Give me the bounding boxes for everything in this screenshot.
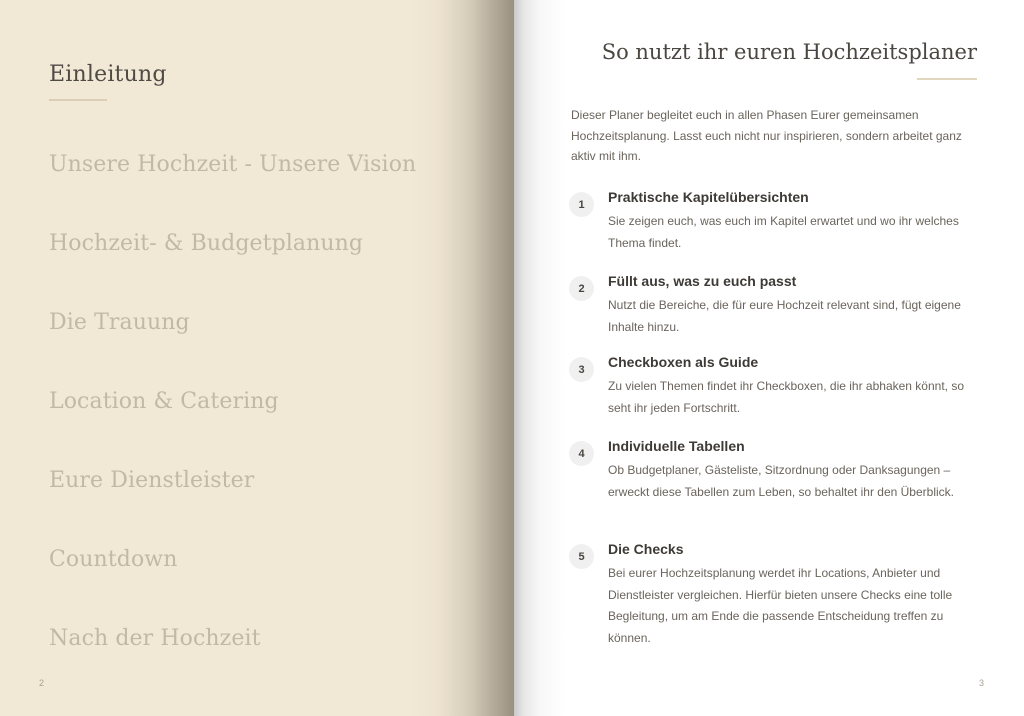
step-title: Die Checks: [608, 541, 684, 557]
page-number-right: 3: [979, 678, 985, 688]
step-title: Praktische Kapitelübersichten: [608, 189, 809, 205]
step-body: Zu vielen Themen findet ihr Checkboxen, die ihr abhaken könnt, so seht ihr jeden Fortschritt.: [608, 379, 964, 415]
page-fold-shadow: [434, 0, 514, 716]
toc-active-underline: [49, 99, 107, 101]
step-number-badge: 5: [569, 544, 594, 569]
step-body: Ob Budgetplaner, Gästeliste, Sitzordnung oder Danksagungen – erweckt diese Tabellen zum Leben, so behaltet ihr den Überblick.: [608, 463, 954, 499]
step-title: Checkboxen als Guide: [608, 354, 759, 370]
toc-item-budgetplanung[interactable]: Hochzeit- & Budgetplanung: [49, 231, 364, 256]
step-title: Füllt aus, was zu euch passt: [608, 273, 797, 289]
page-title: So nutzt ihr euren Hochzeitsplaner: [601, 40, 977, 64]
title-underline: [917, 78, 977, 80]
step-number-badge: 1: [569, 192, 594, 217]
step-number-badge: 2: [569, 276, 594, 301]
step-number-badge: 4: [569, 441, 594, 466]
toc-item-trauung[interactable]: Die Trauung: [49, 310, 190, 335]
step-number-badge: 3: [569, 357, 594, 382]
step-body: Bei eurer Hochzeitsplanung werdet ihr Locations, Anbieter und Dienstleister vergleichen. Hierfür bieten unsere Checks eine tolle Begleitung, um am Ende die passende Entscheidung treffen zu können.: [608, 566, 953, 645]
toc-item-location-catering[interactable]: Location & Catering: [49, 389, 279, 414]
step-body: Nutzt die Bereiche, die für eure Hochzeit relevant sind, fügt eigene Inhalte hinzu.: [608, 298, 961, 334]
toc-item-einleitung[interactable]: Einleitung: [49, 62, 167, 87]
toc-item-nach-der-hochzeit[interactable]: Nach der Hochzeit: [49, 626, 261, 651]
intro-paragraph: Dieser Planer begleitet euch in allen Phasen Eurer gemeinsamen Hochzeitsplanung. Lasst euch nicht nur inspirieren, sondern arbeitet ganz aktiv mit ihm.: [571, 108, 962, 163]
toc-item-countdown[interactable]: Countdown: [49, 547, 178, 572]
step-title: Individuelle Tabellen: [608, 438, 745, 454]
step-body: Sie zeigen euch, was euch im Kapitel erwartet und wo ihr welches Thema findet.: [608, 214, 959, 250]
page-number-left: 2: [39, 678, 45, 688]
toc-item-vision[interactable]: Unsere Hochzeit - Unsere Vision: [49, 152, 417, 177]
toc-item-dienstleister[interactable]: Eure Dienstleister: [49, 468, 255, 493]
